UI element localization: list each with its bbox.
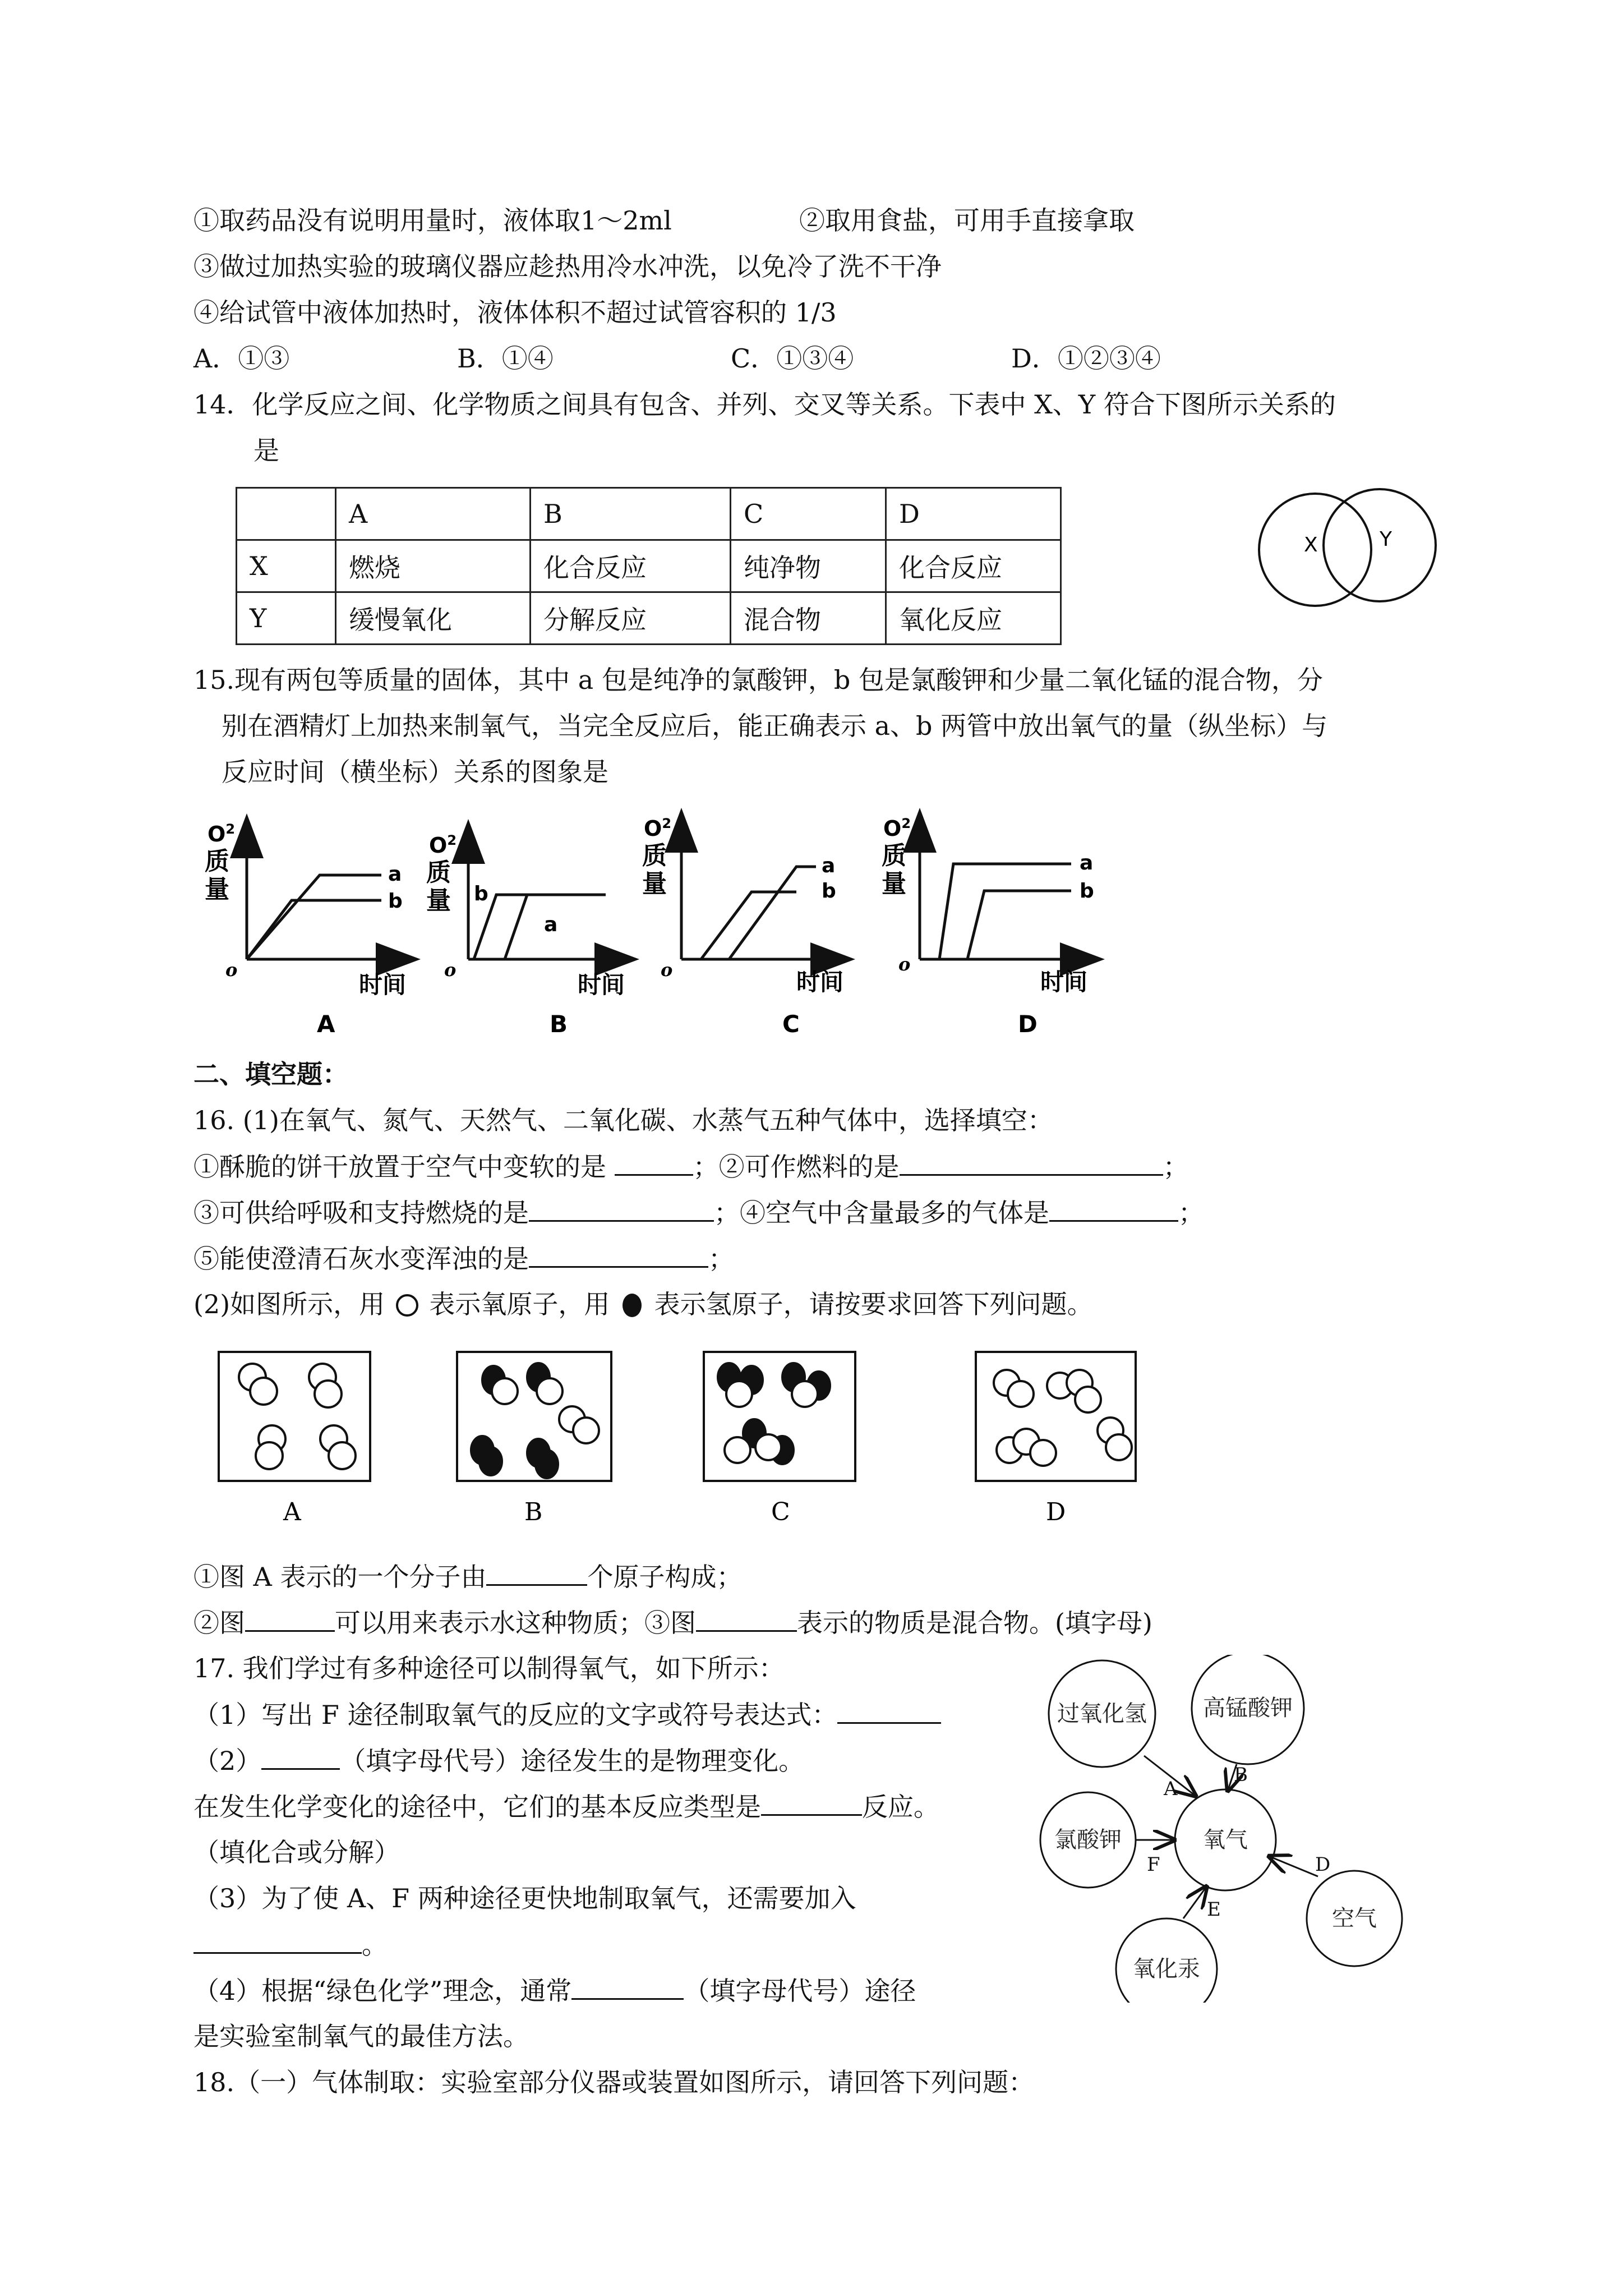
chart-c	[642, 813, 850, 1038]
q13-options	[193, 342, 1427, 375]
box-b-molecules	[471, 1363, 599, 1478]
edge-label: B	[1234, 1764, 1248, 1786]
y-label-o2: $O^2$	[208, 821, 236, 846]
series-b-label: b	[822, 880, 836, 903]
series-b-line	[967, 891, 1071, 959]
box-label-d: D	[1046, 1498, 1066, 1526]
q16-q2a: ②图	[193, 1608, 245, 1638]
table-row	[237, 540, 1061, 592]
series-b-line	[474, 895, 606, 959]
q17-l2: （1）写出 F 途径制取氧气的反应的文字或符号表达式：	[193, 1700, 838, 1730]
q13-item1: ①取药品没有说明用量时，液体取1～2ml	[193, 205, 672, 236]
hydrogen-atom-icon	[618, 1293, 646, 1318]
box-label-a: A	[283, 1498, 301, 1526]
series-a-label: a	[544, 913, 558, 936]
q13-item2: ②取用食盐，可用手直接拿取	[799, 205, 1135, 236]
q16-l1c: ；	[1163, 1152, 1189, 1182]
y-label-1: 质	[426, 858, 451, 887]
q16-l1b: ；②可作燃料的是	[693, 1152, 900, 1182]
q17-l3b: （填字母代号）途径发生的是物理变化。	[340, 1746, 805, 1776]
q14-table	[236, 487, 1062, 645]
q16-p2b: 表示氧原子，用	[429, 1289, 610, 1319]
y-label-2: 量	[642, 869, 667, 898]
answer-blank[interactable]	[615, 1149, 693, 1176]
table-cell: 化合反应	[531, 540, 731, 592]
table-cell: 纯净物	[731, 540, 886, 592]
series-a-line	[505, 895, 527, 959]
chart-d	[882, 813, 1099, 1038]
q16-line3	[193, 1241, 734, 1276]
q17-line4	[193, 1789, 939, 1824]
q17-l8a: （4）根据“绿色化学”理念，通常	[193, 1976, 572, 2006]
answer-blank[interactable]	[696, 1605, 797, 1632]
x-axis-label: 时间	[1040, 968, 1088, 996]
edge-label: A	[1164, 1778, 1178, 1800]
answer-blank[interactable]	[529, 1241, 708, 1268]
box-d-molecules	[994, 1370, 1132, 1466]
option-d: D．①②③④	[1011, 343, 1161, 374]
series-a-label: a	[822, 854, 836, 877]
q13-item3: ③做过加热实验的玻璃仪器应趁热用冷水冲洗，以免冷了洗不干净	[193, 251, 942, 282]
y-label-o2: $O^2$	[429, 832, 457, 858]
q17-line2	[193, 1697, 941, 1732]
q17-l7: 。	[362, 1930, 388, 1960]
option-b: B．①④	[457, 343, 554, 374]
chart-caption: D	[1018, 1010, 1038, 1038]
venn-label-x: X	[1304, 533, 1318, 556]
q16-p2c: 表示氢原子，请按要求回答下列问题。	[654, 1289, 1093, 1319]
q16-part2	[193, 1287, 1093, 1321]
q15-charts	[191, 808, 1133, 1043]
oxygen-atom-icon	[393, 1293, 421, 1318]
q15-line3: 反应时间（横坐标）关系的图象是	[222, 757, 608, 787]
table-cell: 氧化反应	[886, 592, 1061, 645]
arrow-e	[1183, 1888, 1206, 1918]
origin-label: o	[225, 959, 238, 981]
answer-blank[interactable]	[837, 1697, 941, 1724]
node-label: 空气	[1332, 1906, 1377, 1931]
table-cell	[237, 488, 336, 540]
series-b-line	[701, 892, 796, 959]
venn-diagram	[1251, 487, 1475, 616]
q17-l3a: （2）	[193, 1746, 262, 1776]
box-label-b: B	[524, 1498, 543, 1526]
series-b-label: b	[388, 890, 403, 913]
table-cell: D	[886, 488, 1061, 540]
y-label-1: 质	[882, 841, 906, 870]
y-label-2: 量	[426, 886, 451, 915]
table-cell: B	[531, 488, 731, 540]
origin-label: o	[898, 954, 911, 975]
answer-blank[interactable]	[245, 1605, 335, 1632]
origin-label: o	[444, 959, 457, 981]
edge-label: F	[1147, 1853, 1160, 1876]
arrow-d	[1270, 1857, 1318, 1876]
answer-blank[interactable]	[486, 1559, 587, 1586]
y-label-2: 量	[882, 869, 906, 898]
chart-a	[205, 819, 415, 1038]
q16-l3a: ⑤能使澄清石灰水变浑浊的是	[193, 1244, 529, 1274]
node-label: 氧化汞	[1133, 1956, 1200, 1982]
q16-q2c: 表示的物质是混合物。(填字母)	[797, 1608, 1152, 1638]
q16-l2b: ；④空气中含量最多的气体是	[714, 1198, 1049, 1228]
molecule-boxes	[208, 1346, 1161, 1537]
q13-item4: ④给试管中液体加热时，液体体积不超过试管容积的 1/3	[193, 297, 837, 328]
series-b-label: b	[474, 882, 488, 905]
q16-l1a: ①酥脆的饼干放置于空气中变软的是	[193, 1152, 615, 1182]
answer-blank[interactable]	[193, 1927, 362, 1954]
x-axis-label: 时间	[359, 971, 407, 999]
q17-l4a: 在发生化学变化的途径中，它们的基本反应类型是	[193, 1792, 761, 1822]
q16-q1a: ①图 A 表示的一个分子由	[193, 1562, 487, 1592]
q16-sub1	[193, 1559, 742, 1594]
answer-blank[interactable]	[571, 1973, 684, 2000]
q16-l2c: ；	[1178, 1198, 1204, 1228]
series-b-line	[247, 900, 381, 959]
q14-line2: 是	[253, 435, 279, 466]
answer-blank[interactable]	[261, 1743, 340, 1770]
q15-line1: 15.现有两包等质量的固体，其中 a 包是纯净的氯酸钾，b 包是氯酸钾和少量二氧化锰的混合物，分	[193, 665, 1323, 695]
y-label-o2: $O^2$	[644, 816, 672, 841]
chart-caption: C	[782, 1010, 800, 1038]
y-label-1: 质	[205, 847, 229, 876]
series-a-label: a	[1080, 852, 1094, 875]
q16-q1b: 个原子构成；	[587, 1562, 743, 1592]
table-cell: 缓慢氧化	[336, 592, 531, 645]
series-b-label: b	[1080, 880, 1094, 903]
node-label: 高锰酸钾	[1203, 1695, 1293, 1721]
box-label-c: C	[771, 1498, 790, 1526]
answer-blank[interactable]	[761, 1789, 862, 1816]
venn-label-y: Y	[1380, 528, 1392, 551]
table-row	[237, 592, 1061, 645]
y-label-2: 量	[205, 875, 229, 904]
origin-label: o	[661, 959, 673, 981]
table-cell: C	[731, 488, 886, 540]
chart-caption: A	[317, 1010, 335, 1038]
q16-q2b: 可以用来表示水这种物质；③图	[335, 1608, 696, 1638]
q17-line7	[193, 1927, 388, 1962]
q16-p2a: (2)如图所示，用	[193, 1289, 385, 1319]
answer-blank[interactable]	[1049, 1195, 1178, 1222]
section-heading: 二、填空题：	[193, 1059, 348, 1089]
oxygen-pathways-diagram	[1026, 1655, 1453, 2003]
q17-line6: （3）为了使 A、F 两种途径更快地制取氧气，还需要加入	[193, 1883, 856, 1913]
q16-line2	[193, 1195, 1204, 1230]
answer-blank[interactable]	[529, 1195, 714, 1222]
y-label-1: 质	[642, 841, 667, 870]
q16-l3b: ；	[708, 1244, 734, 1274]
q15-line2: 别在酒精灯上加热来制氧气，当完全反应后，能正确表示 a、b 两管中放出氧气的量（纵坐标）与	[222, 711, 1328, 741]
node-label: 过氧化氢	[1057, 1701, 1147, 1727]
table-row	[237, 488, 1061, 540]
box-a-molecules	[239, 1364, 356, 1469]
box-c-molecules	[718, 1363, 830, 1464]
x-axis-label: 时间	[578, 971, 625, 999]
q16-intro: 16. (1)在氧气、氮气、天然气、二氧化碳、水蒸气五种气体中，选择填空：	[193, 1105, 1053, 1135]
q17-line3	[193, 1743, 804, 1778]
option-c: C．①③④	[731, 343, 854, 374]
q17-line9: 是实验室制氧气的最佳方法。	[193, 2021, 529, 2051]
table-cell: 燃烧	[336, 540, 531, 592]
y-label-o2: $O^2$	[883, 816, 911, 841]
q18-line1: 18.（一）气体制取：实验室部分仪器或装置如图所示，请回答下列问题：	[193, 2067, 1035, 2097]
edge-label: D	[1315, 1853, 1331, 1876]
q17-line1: 17. 我们学过有多种途径可以制得氧气，如下所示：	[193, 1653, 785, 1683]
q16-line1	[193, 1149, 1189, 1184]
q16-sub2	[193, 1605, 1152, 1640]
q16-l2a: ③可供给呼吸和支持燃烧的是	[193, 1198, 529, 1228]
table-cell: Y	[237, 592, 336, 645]
table-cell: X	[237, 540, 336, 592]
table-cell: 分解反应	[531, 592, 731, 645]
option-a: A．①③	[193, 343, 290, 374]
q17-line5: （填化合或分解）	[193, 1837, 400, 1867]
q14-line1: 14．化学反应之间、化学物质之间具有包含、并列、交叉等关系。下表中 X、Y 符合下图所示关系的	[193, 389, 1336, 420]
table-cell: 混合物	[731, 592, 886, 645]
chart-caption: B	[550, 1010, 568, 1038]
q17-l4b: 反应。	[862, 1792, 939, 1822]
series-a-line	[939, 864, 1071, 959]
table-cell: 化合反应	[886, 540, 1061, 592]
chart-b	[426, 825, 634, 1038]
series-a-line	[247, 875, 381, 959]
table-cell: A	[336, 488, 531, 540]
series-a-line	[729, 867, 816, 959]
q17-line8	[193, 1973, 916, 2008]
series-a-label: a	[388, 863, 402, 886]
node-label: 氧气	[1203, 1827, 1248, 1853]
node-label: 氯酸钾	[1054, 1827, 1122, 1853]
edge-label: E	[1207, 1898, 1221, 1921]
x-axis-label: 时间	[796, 968, 844, 996]
answer-blank[interactable]	[900, 1149, 1163, 1176]
q17-l8b: （填字母代号）途径	[684, 1976, 916, 2006]
